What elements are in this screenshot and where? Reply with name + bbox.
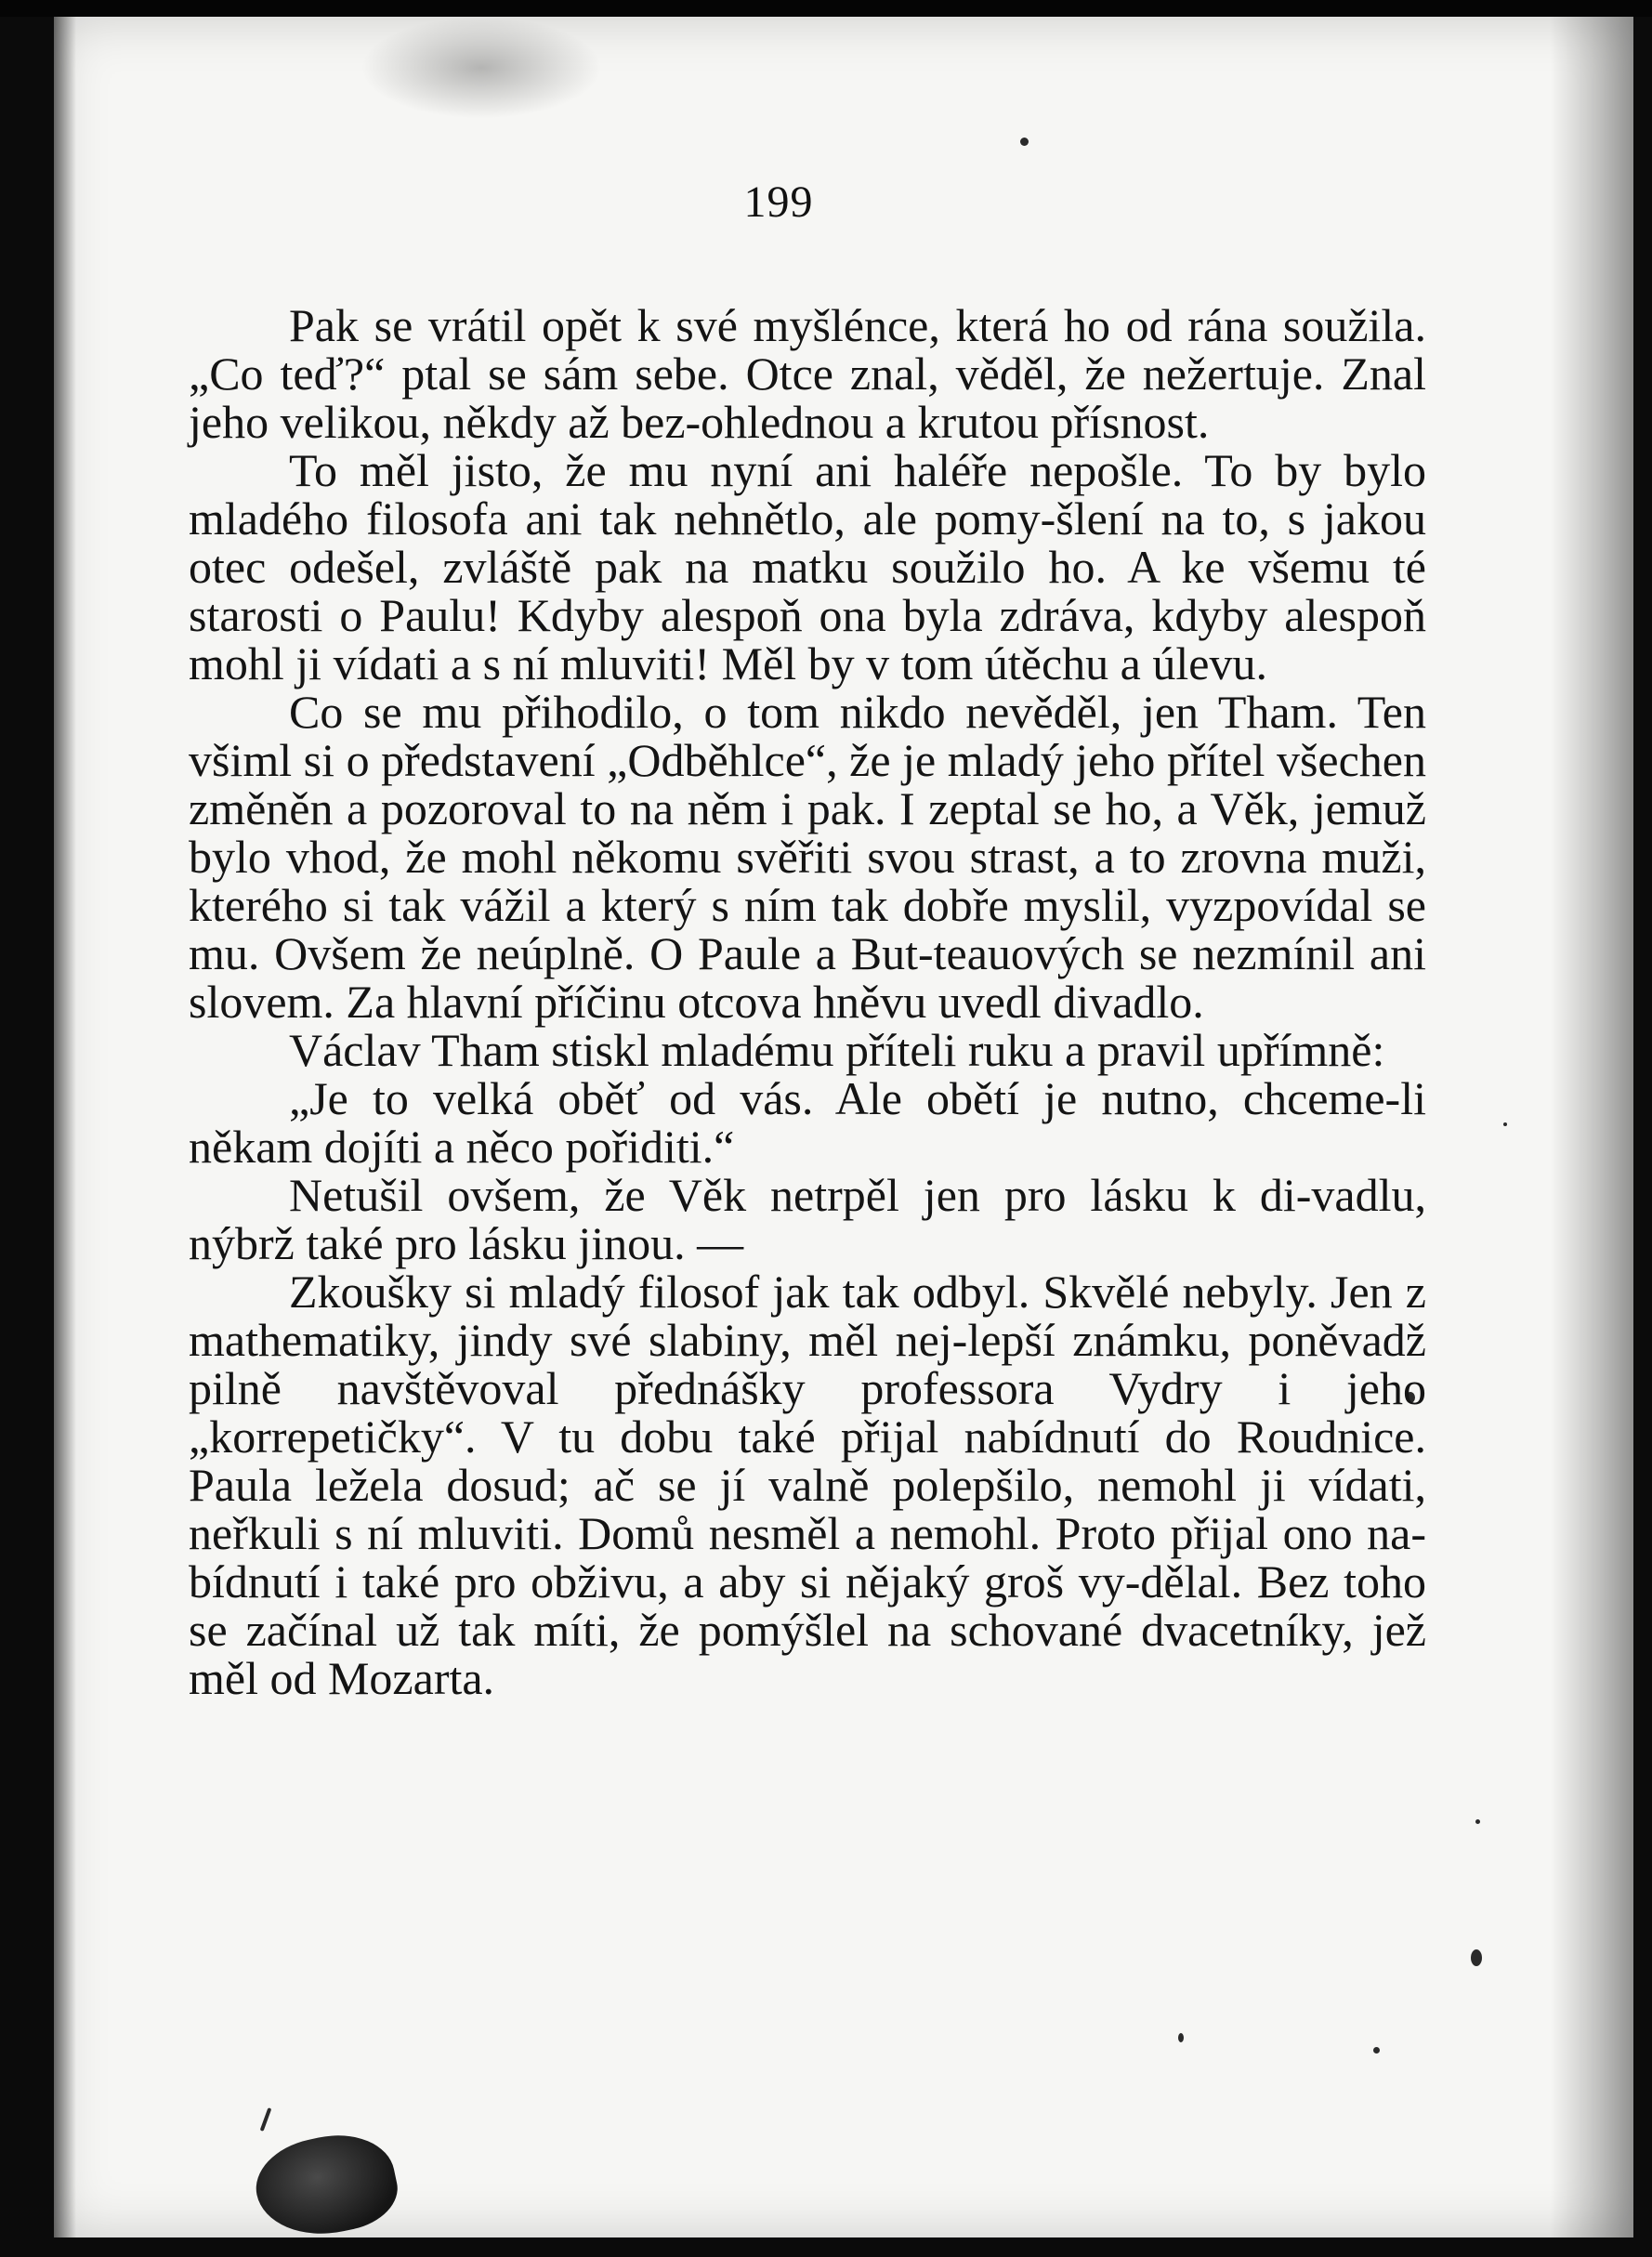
- speck-mark: [1503, 1122, 1507, 1126]
- gutter-shadow: [54, 17, 76, 2237]
- speck-mark: [1373, 2047, 1380, 2054]
- paragraph: Zkoušky si mladý filosof jak tak odbyl. Skvělé nebyly. Jen z mathematiky, jindy své slabiny, měl nej-lepší známku, poněvadž pilně navštěvoval přednášky professora Vydry i jeho „korrepetičky“. V tu dobu také přijal nabídnutí do Roudnice. Paula ležela dosud; ač se jí valně polepšilo, nemohl ji vídati, neřkuli s ní mluviti. Domů nesměl a nemohl. Proto přijal ono na-bídnutí i také pro obživu, a aby si nějaký groš vy-dělal. Bez toho se začínal už tak míti, že pomýšlel na schované dvacetníky, jež měl od Mozarta.: [189, 1266, 1426, 1704]
- paragraph: Netušil ovšem, že Věk netrpěl jen pro lásku k di-vadlu, nýbrž také pro lásku jinou. —: [189, 1169, 1426, 1269]
- paragraph: Co se mu přihodilo, o tom nikdo nevěděl, jen Tham. Ten všiml si o představení „Odběhlce“, že je mladý jeho přítel všechen změněn a pozoroval to na něm i pak. I zeptal se ho, a Věk, jemuž bylo vhod, že mohl někomu svěřiti svou strast, a to zrovna muži, kterého si tak vážil a který s ním tak dobře myslil, vyzpovídal se mu. Ovšem že neúplně. O Paule a But-teauových se nezmínil ani slovem. Za hlavní příčinu otcova hněvu uvedl divadlo.: [189, 686, 1426, 1028]
- smudge-mark: [361, 17, 602, 119]
- paragraph: To měl jisto, že mu nyní ani haléře nepošle. To by bylo mladého filosofa ani tak nehnětlo, ale pomy-šlení na to, s jakou otec odešel, zvláště pak na matku soužilo ho. A ke všemu té starosti o Paulu! Kdyby alespoň ona byla zdráva, kdyby alespoň mohl ji vídati a s ní mluviti! Měl by v tom útěchu a úlevu.: [189, 444, 1426, 689]
- speck-mark: [1178, 2033, 1184, 2042]
- page-number: 199: [743, 177, 814, 227]
- speck-mark: [1475, 1819, 1480, 1824]
- ink-blot: [248, 2124, 404, 2237]
- body-text: [189, 301, 1426, 1702]
- book-page: [54, 17, 1633, 2237]
- speck-mark: [1020, 138, 1029, 146]
- edge-shadow: [1550, 17, 1633, 2237]
- speck-mark: [1471, 1949, 1482, 1966]
- scan-border: [0, 0, 1652, 17]
- speck-mark: [260, 2107, 272, 2132]
- paragraph: „Je to velká oběť od vás. Ale obětí je nutno, chceme-li někam dojíti a něco pořiditi.“: [189, 1072, 1426, 1173]
- paragraph: Pak se vrátil opět k své myšlénce, která ho od rána soužila. „Co teď?“ ptal se sám sebe. Otce znal, věděl, že nežertuje. Znal jeho velikou, někdy až bez-ohlednou a krutou přísnost.: [189, 299, 1426, 448]
- paragraph: Václav Tham stiskl mladému příteli ruku a pravil upřímně:: [289, 1024, 1385, 1076]
